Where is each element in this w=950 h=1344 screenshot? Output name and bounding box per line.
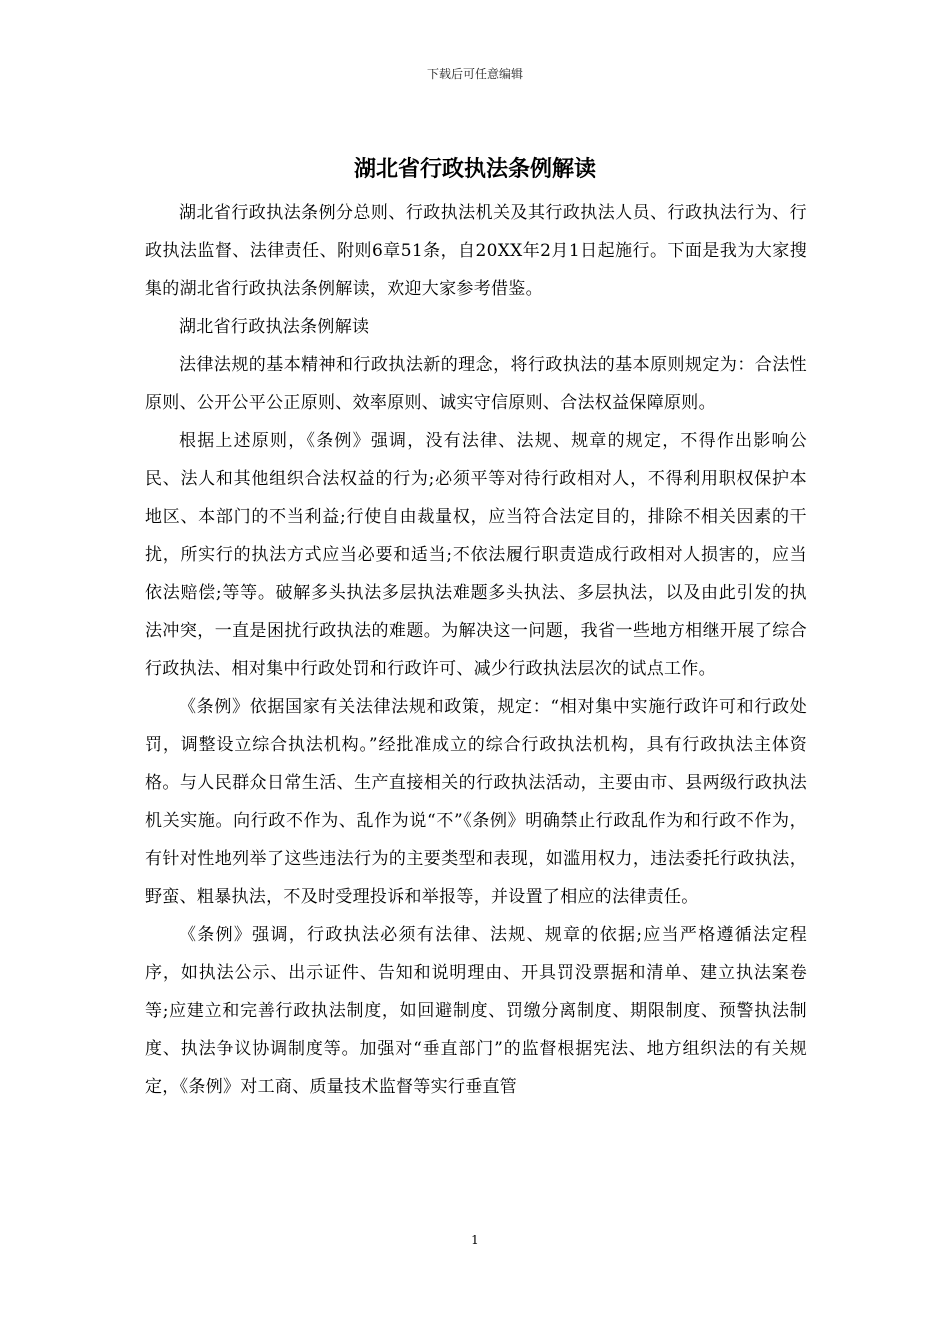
document-title: 湖北省行政执法条例解读 [353, 157, 596, 182]
page-header-note: 下载后可任意编辑 [426, 67, 523, 81]
page-number: 1 [471, 1233, 479, 1247]
paragraph-subheading: 湖北省行政执法条例解读 [179, 317, 370, 337]
paragraph-regulation-emphasis: 根据上述原则，《条例》强调，没有法律、法规、规章的规定，不得作出影响公民、法人和其他组织合法权益的行为;必须平等对待行政相对人，不得利用职权保护本地区、本部门的不当利益;行使自由裁量权，应当符合法定目的，排除不相关因素的干扰，所实行的执法方式应当必要和适当;不依法履行职责造成行政相对人损害的，应当依法赔偿;等等。破解多头执法多层执法难题多头执法、多层执法，以及由此引发的执法冲突，一直是困扰行政执法的难题。为解决这一问题，我省一些地方相继开展了综合行政执法、相对集中行政处罚和行政许可、减少行政执法层次的试点工作。 [145, 431, 807, 679]
paragraph-principles: 法律法规的基本精神和行政执法新的理念，将行政执法的基本原则规定为：合法性原则、公开公平公正原则、效率原则、诚实守信原则、合法权益保障原则。 [145, 355, 807, 413]
paragraph-comprehensive-enforcement: 《条例》依据国家有关法律法规和政策，规定：“相对集中实施行政许可和行政处罚，调整设立综合执法机构。”经批准成立的综合行政执法机构，具有行政执法主体资格。与人民群众日常生活、生产直接相关的行政执法活动，主要由市、县两级行政执法机关实施。向行政不作为、乱作为说“不”《条例》明确禁止行政乱作为和行政不作为，有针对性地列举了这些违法行为的主要类型和表现，如滥用权力，违法委托行政执法，野蛮、粗暴执法，不及时受理投诉和举报等，并设置了相应的法律责任。 [145, 697, 807, 907]
paragraph-procedures: 《条例》强调，行政执法必须有法律、法规、规章的依据;应当严格遵循法定程序，如执法公示、出示证件、告知和说明理由、开具罚没票据和清单、建立执法案卷等;应建立和完善行政执法制度，如回避制度、罚缴分离制度、期限制度、预警执法制度、执法争议协调制度等。加强对“垂直部门”的监督根据宪法、地方组织法的有关规定，《条例》对工商、质量技术监督等实行垂直管 [145, 925, 807, 1097]
paragraph-intro: 湖北省行政执法条例分总则、行政执法机关及其行政执法人员、行政执法行为、行政执法监督、法律责任、附则6章51条，自20XX年2月1日起施行。下面是我为大家搜集的湖北省行政执法条例解读，欢迎大家参考借鉴。 [145, 203, 807, 299]
document-body [145, 194, 807, 1106]
